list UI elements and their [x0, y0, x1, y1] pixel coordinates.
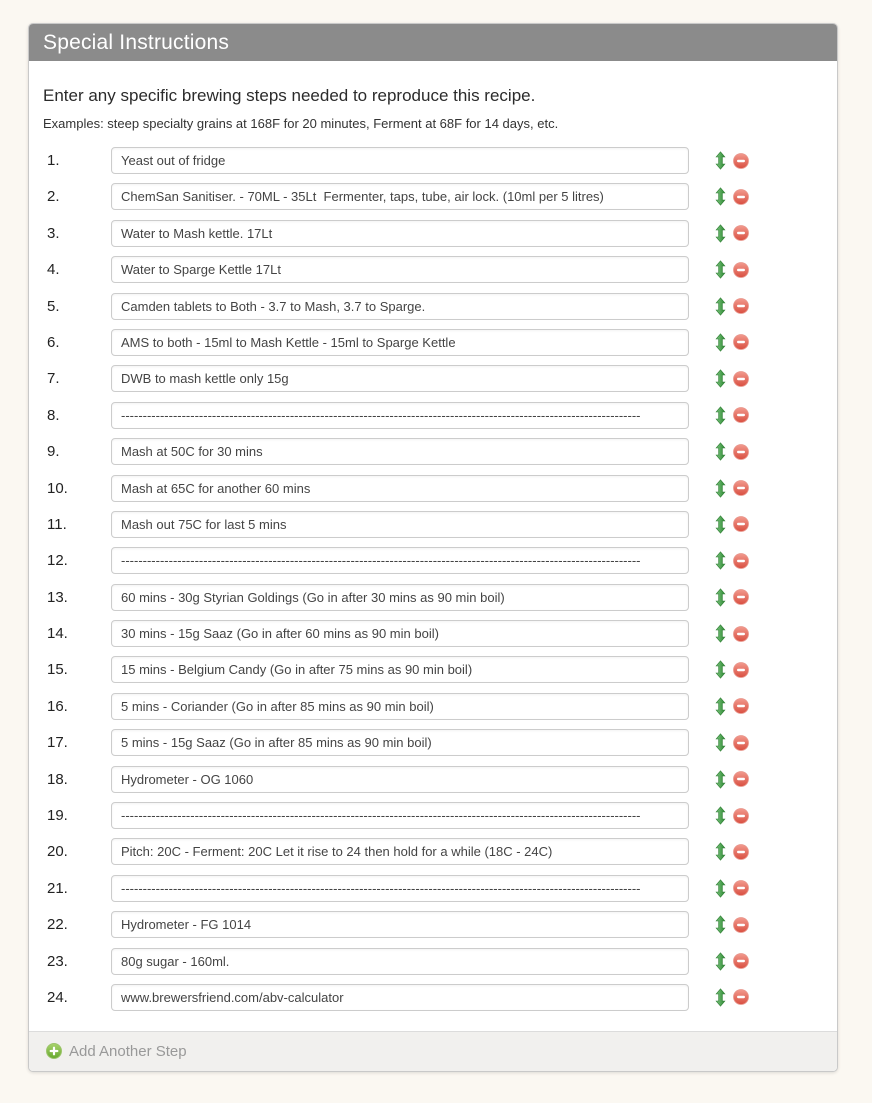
step-row-icons: [715, 952, 749, 971]
step-number: 6.: [47, 333, 60, 351]
step-row-icons: [715, 697, 749, 716]
minus-circle-icon[interactable]: [733, 444, 749, 460]
step-input[interactable]: [111, 547, 689, 574]
step-number: 13.: [47, 588, 68, 606]
step-number: 5.: [47, 297, 60, 315]
step-number: 10.: [47, 479, 68, 497]
step-input[interactable]: [111, 402, 689, 429]
examples-text: Examples: steep specialty grains at 168F for 20 minutes, Ferment at 68F for 14 days, etc.: [43, 116, 559, 131]
step-input[interactable]: [111, 911, 689, 938]
step-row-icons: [715, 588, 749, 607]
step-row-icons: [715, 260, 749, 279]
step-number: 4.: [47, 261, 60, 279]
step-input[interactable]: [111, 584, 689, 611]
step-number: 24.: [47, 988, 68, 1006]
up-down-arrow-icon[interactable]: [715, 187, 726, 206]
minus-circle-icon[interactable]: [733, 371, 749, 387]
minus-circle-icon[interactable]: [733, 553, 749, 569]
step-number: 15.: [47, 661, 68, 679]
up-down-arrow-icon[interactable]: [715, 660, 726, 679]
panel-header: [29, 24, 837, 61]
minus-circle-icon[interactable]: [733, 698, 749, 714]
step-row-icons: [715, 551, 749, 570]
step-row-icons: [715, 842, 749, 861]
step-row-icons: [715, 151, 749, 170]
step-number: 2.: [47, 188, 60, 206]
step-input[interactable]: [111, 656, 689, 683]
panel-footer: [29, 1031, 837, 1071]
step-input[interactable]: [111, 329, 689, 356]
minus-circle-icon[interactable]: [733, 516, 749, 532]
minus-circle-icon[interactable]: [733, 589, 749, 605]
up-down-arrow-icon[interactable]: [715, 406, 726, 425]
minus-circle-icon[interactable]: [733, 662, 749, 678]
step-row: [29, 693, 837, 720]
step-row: [29, 402, 837, 429]
step-row-icons: [715, 297, 749, 316]
step-row-icons: [715, 988, 749, 1007]
minus-circle-icon[interactable]: [733, 844, 749, 860]
step-row-icons: [715, 369, 749, 388]
step-input[interactable]: [111, 293, 689, 320]
step-row: [29, 511, 837, 538]
step-row: [29, 875, 837, 902]
page-title: Special Instructions: [43, 30, 230, 54]
step-input[interactable]: [111, 365, 689, 392]
step-input[interactable]: [111, 220, 689, 247]
up-down-arrow-icon[interactable]: [715, 588, 726, 607]
step-row-icons: [715, 733, 749, 752]
intro-text: Enter any specific brewing steps needed to reproduce this recipe.: [43, 86, 536, 105]
minus-circle-icon[interactable]: [733, 262, 749, 278]
minus-circle-icon[interactable]: [733, 771, 749, 787]
step-row-icons: [715, 624, 749, 643]
step-input[interactable]: [111, 147, 689, 174]
up-down-arrow-icon[interactable]: [715, 442, 726, 461]
add-step-label: Add Another Step: [69, 1042, 187, 1060]
up-down-arrow-icon[interactable]: [715, 952, 726, 971]
step-row-icons: [715, 915, 749, 934]
step-row: [29, 729, 837, 756]
step-number: 11.: [47, 515, 67, 533]
minus-circle-icon[interactable]: [733, 735, 749, 751]
step-row: [29, 838, 837, 865]
up-down-arrow-icon[interactable]: [715, 224, 726, 243]
step-row: [29, 256, 837, 283]
step-row: [29, 293, 837, 320]
up-down-arrow-icon[interactable]: [715, 515, 726, 534]
up-down-arrow-icon[interactable]: [715, 733, 726, 752]
up-down-arrow-icon[interactable]: [715, 333, 726, 352]
step-row: [29, 220, 837, 247]
step-row-icons: [715, 660, 749, 679]
step-number: 20.: [47, 843, 68, 861]
minus-circle-icon[interactable]: [733, 480, 749, 496]
plus-circle-icon: [46, 1043, 62, 1059]
step-number: 18.: [47, 770, 68, 788]
minus-circle-icon[interactable]: [733, 880, 749, 896]
step-input[interactable]: [111, 729, 689, 756]
step-row: [29, 620, 837, 647]
step-number: 17.: [47, 734, 68, 752]
up-down-arrow-icon[interactable]: [715, 551, 726, 570]
up-down-arrow-icon[interactable]: [715, 624, 726, 643]
step-row: [29, 329, 837, 356]
step-number: 9.: [47, 443, 60, 461]
minus-circle-icon[interactable]: [733, 298, 749, 314]
step-number: 22.: [47, 916, 68, 934]
add-another-step-button[interactable]: [46, 1043, 187, 1060]
step-row-icons: [715, 515, 749, 534]
step-input[interactable]: [111, 875, 689, 902]
step-row-icons: [715, 879, 749, 898]
step-number: 14.: [47, 625, 68, 643]
step-number: 7.: [47, 370, 60, 388]
step-input[interactable]: [111, 256, 689, 283]
step-number: 21.: [47, 879, 68, 897]
step-row: [29, 911, 837, 938]
step-input[interactable]: [111, 511, 689, 538]
step-input[interactable]: [111, 984, 689, 1011]
up-down-arrow-icon[interactable]: [715, 915, 726, 934]
step-row-icons: [715, 442, 749, 461]
step-input[interactable]: [111, 802, 689, 829]
up-down-arrow-icon[interactable]: [715, 770, 726, 789]
step-input[interactable]: [111, 620, 689, 647]
step-row-icons: [715, 806, 749, 825]
step-row: [29, 183, 837, 210]
minus-circle-icon[interactable]: [733, 334, 749, 350]
up-down-arrow-icon[interactable]: [715, 842, 726, 861]
step-row: [29, 475, 837, 502]
minus-circle-icon[interactable]: [733, 808, 749, 824]
minus-circle-icon[interactable]: [733, 225, 749, 241]
step-row: [29, 365, 837, 392]
step-input[interactable]: [111, 693, 689, 720]
steps-list: [29, 147, 837, 1011]
step-row: [29, 438, 837, 465]
step-input[interactable]: [111, 438, 689, 465]
step-row: [29, 766, 837, 793]
up-down-arrow-icon[interactable]: [715, 479, 726, 498]
step-number: 19.: [47, 807, 68, 825]
up-down-arrow-icon[interactable]: [715, 369, 726, 388]
special-instructions-panel: [28, 23, 838, 1072]
panel-body: [29, 61, 837, 1031]
step-row-icons: [715, 333, 749, 352]
up-down-arrow-icon[interactable]: [715, 151, 726, 170]
step-number: 16.: [47, 697, 68, 715]
step-row-icons: [715, 770, 749, 789]
minus-circle-icon[interactable]: [733, 917, 749, 933]
minus-circle-icon[interactable]: [733, 189, 749, 205]
step-input[interactable]: [111, 948, 689, 975]
step-row: [29, 948, 837, 975]
up-down-arrow-icon[interactable]: [715, 806, 726, 825]
step-number: 1.: [47, 152, 60, 169]
up-down-arrow-icon[interactable]: [715, 879, 726, 898]
minus-circle-icon[interactable]: [733, 626, 749, 642]
up-down-arrow-icon[interactable]: [715, 697, 726, 716]
step-row-icons: [715, 187, 749, 206]
minus-circle-icon[interactable]: [733, 153, 749, 169]
step-row-icons: [715, 479, 749, 498]
step-number: 23.: [47, 952, 68, 970]
step-row: [29, 547, 837, 574]
step-input[interactable]: [111, 766, 689, 793]
step-row: [29, 584, 837, 611]
step-row: [29, 984, 837, 1011]
step-row: [29, 147, 837, 174]
step-row-icons: [715, 224, 749, 243]
step-input[interactable]: [111, 838, 689, 865]
step-number: 8.: [47, 406, 60, 424]
step-row: [29, 656, 837, 683]
up-down-arrow-icon[interactable]: [715, 297, 726, 316]
step-number: 3.: [47, 224, 60, 242]
up-down-arrow-icon[interactable]: [715, 260, 726, 279]
minus-circle-icon[interactable]: [733, 953, 749, 969]
step-row: [29, 802, 837, 829]
step-number: 12.: [47, 552, 68, 570]
step-row-icons: [715, 406, 749, 425]
minus-circle-icon[interactable]: [733, 407, 749, 423]
step-input[interactable]: [111, 475, 689, 502]
minus-circle-icon[interactable]: [733, 989, 749, 1005]
up-down-arrow-icon[interactable]: [715, 988, 726, 1007]
step-input[interactable]: [111, 183, 689, 210]
